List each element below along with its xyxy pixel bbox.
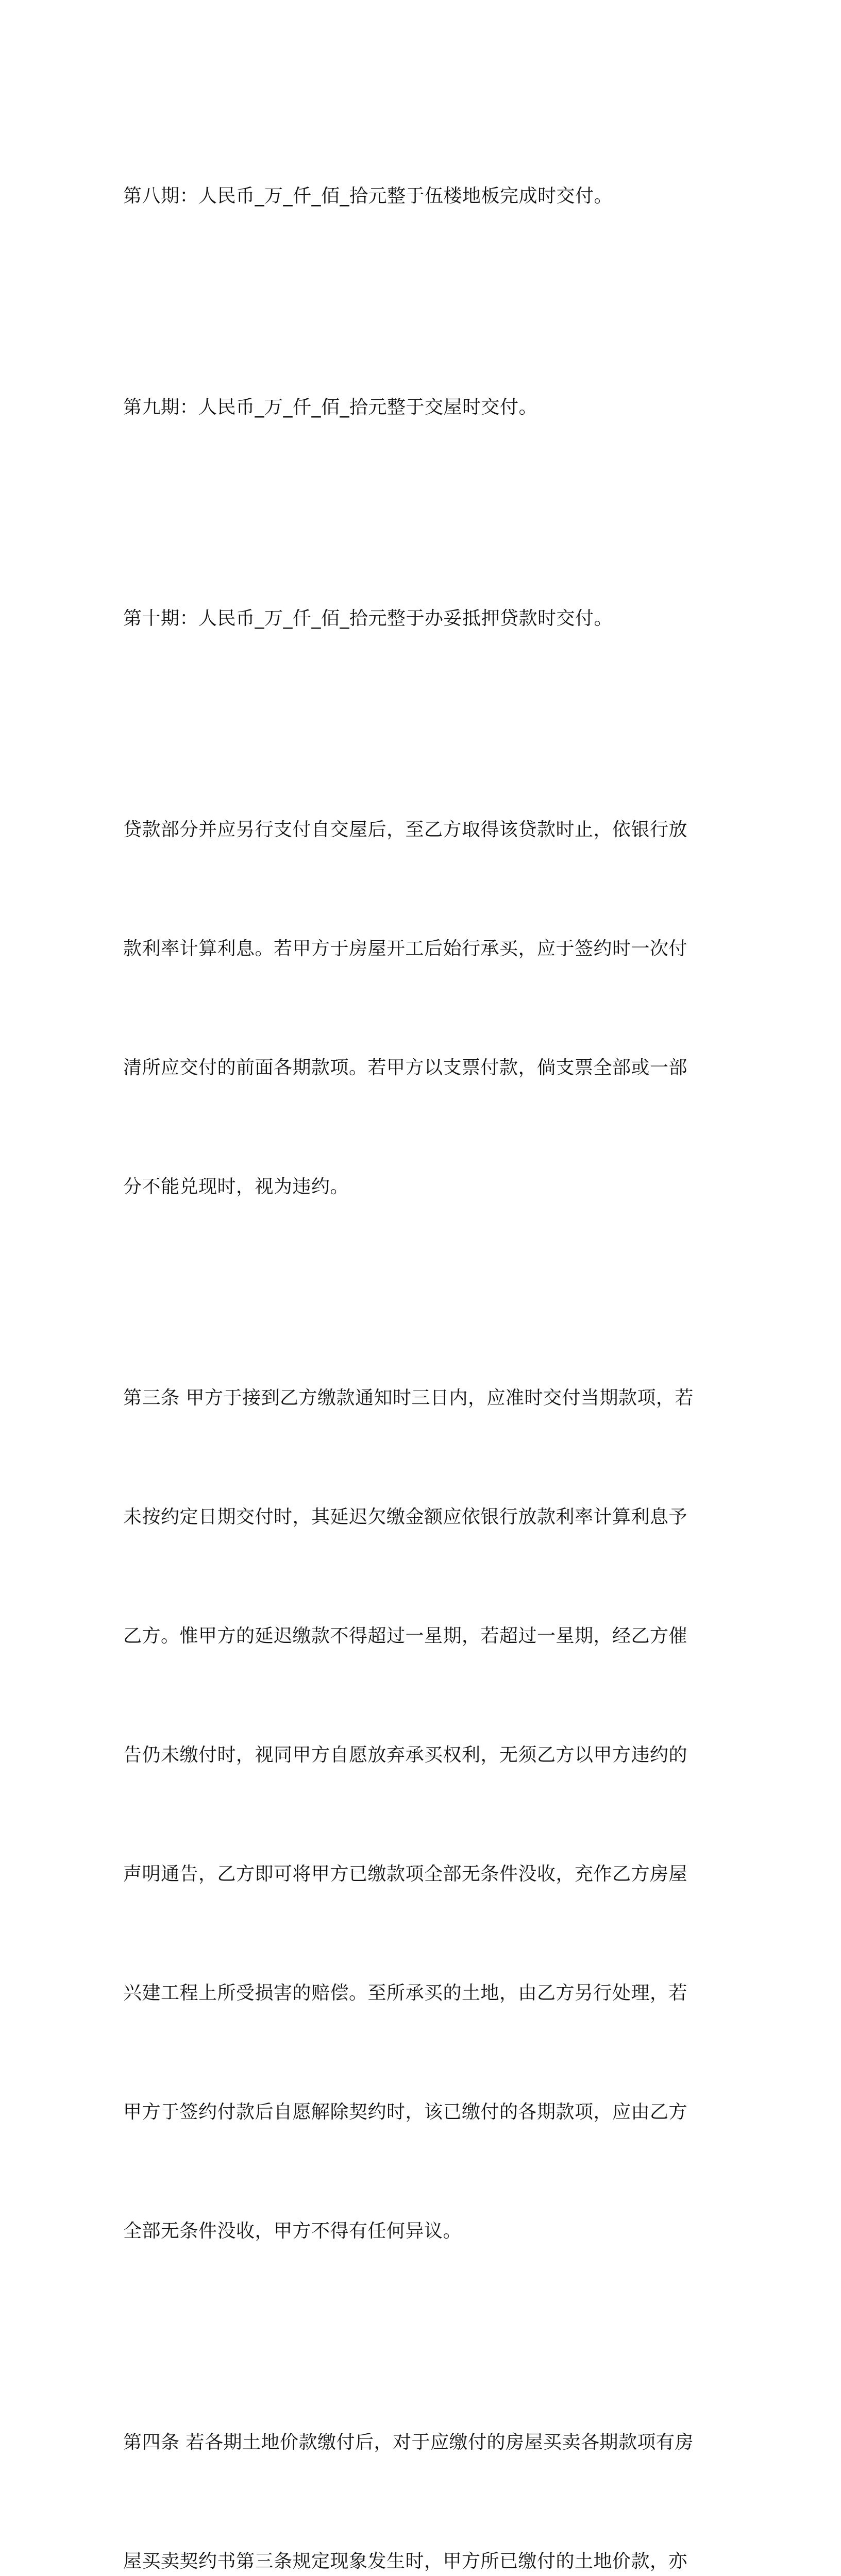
text-line: 未按约定日期交付时，其延迟欠缴金额应依银行放款利率计算利息予 bbox=[123, 1506, 688, 1528]
text-line: 第四条 若各期土地价款缴付后，对于应缴付的房屋买卖各期款项有房 bbox=[123, 2432, 694, 2453]
text-line: 屋买卖契约书第三条规定现象发生时，甲方所已缴付的土地价款，亦 bbox=[123, 2551, 688, 2572]
text-line: 告仍未缴付时，视同甲方自愿放弃承买权利，无须乙方以甲方违约的 bbox=[123, 1744, 688, 1766]
text-line: 全部无条件没收，甲方不得有任何异议。 bbox=[123, 2221, 462, 2242]
text-line: 甲方于签约付款后自愿解除契约时，该已缴付的各期款项，应由乙方 bbox=[123, 2102, 688, 2123]
paragraph-installment-10 bbox=[123, 519, 705, 718]
text-line: 贷款部分并应另行支付自交屋后，至乙方取得该贷款时止，依银行放 bbox=[123, 819, 688, 840]
paragraph-loan-terms bbox=[123, 731, 705, 1286]
paragraph-installment-9 bbox=[123, 308, 705, 506]
text-line: 第九期：人民币_万_仟_佰_拾元整于交屋时交付。 bbox=[123, 397, 538, 418]
text-line: 第三条 甲方于接到乙方缴款通知时三日内，应准时交付当期款项，若 bbox=[123, 1387, 694, 1409]
paragraph-article-3 bbox=[123, 1299, 705, 2330]
paragraph-installment-8 bbox=[123, 97, 705, 295]
text-line: 兴建工程上所受损害的赔偿。至所承买的土地，由乙方另行处理，若 bbox=[123, 1982, 688, 2004]
document-body bbox=[123, 97, 705, 2576]
text-line: 款利率计算利息。若甲方于房屋开工后始行承买，应于签约时一次付 bbox=[123, 938, 688, 959]
text-line: 第八期：人民币_万_仟_佰_拾元整于伍楼地板完成时交付。 bbox=[123, 185, 613, 207]
text-line: 分不能兑现时，视为违约。 bbox=[123, 1176, 349, 1197]
text-line: 清所应交付的前面各期款项。若甲方以支票付款，倘支票全部或一部 bbox=[123, 1057, 688, 1078]
paragraph-article-4 bbox=[123, 2343, 705, 2576]
text-line: 第十期：人民币_万_仟_佰_拾元整于办妥抵押贷款时交付。 bbox=[123, 608, 613, 629]
text-line: 声明通告，乙方即可将甲方已缴款项全部无条件没收，充作乙方房屋 bbox=[123, 1863, 688, 1885]
text-line: 乙方。惟甲方的延迟缴款不得超过一星期，若超过一星期，经乙方催 bbox=[123, 1625, 688, 1647]
